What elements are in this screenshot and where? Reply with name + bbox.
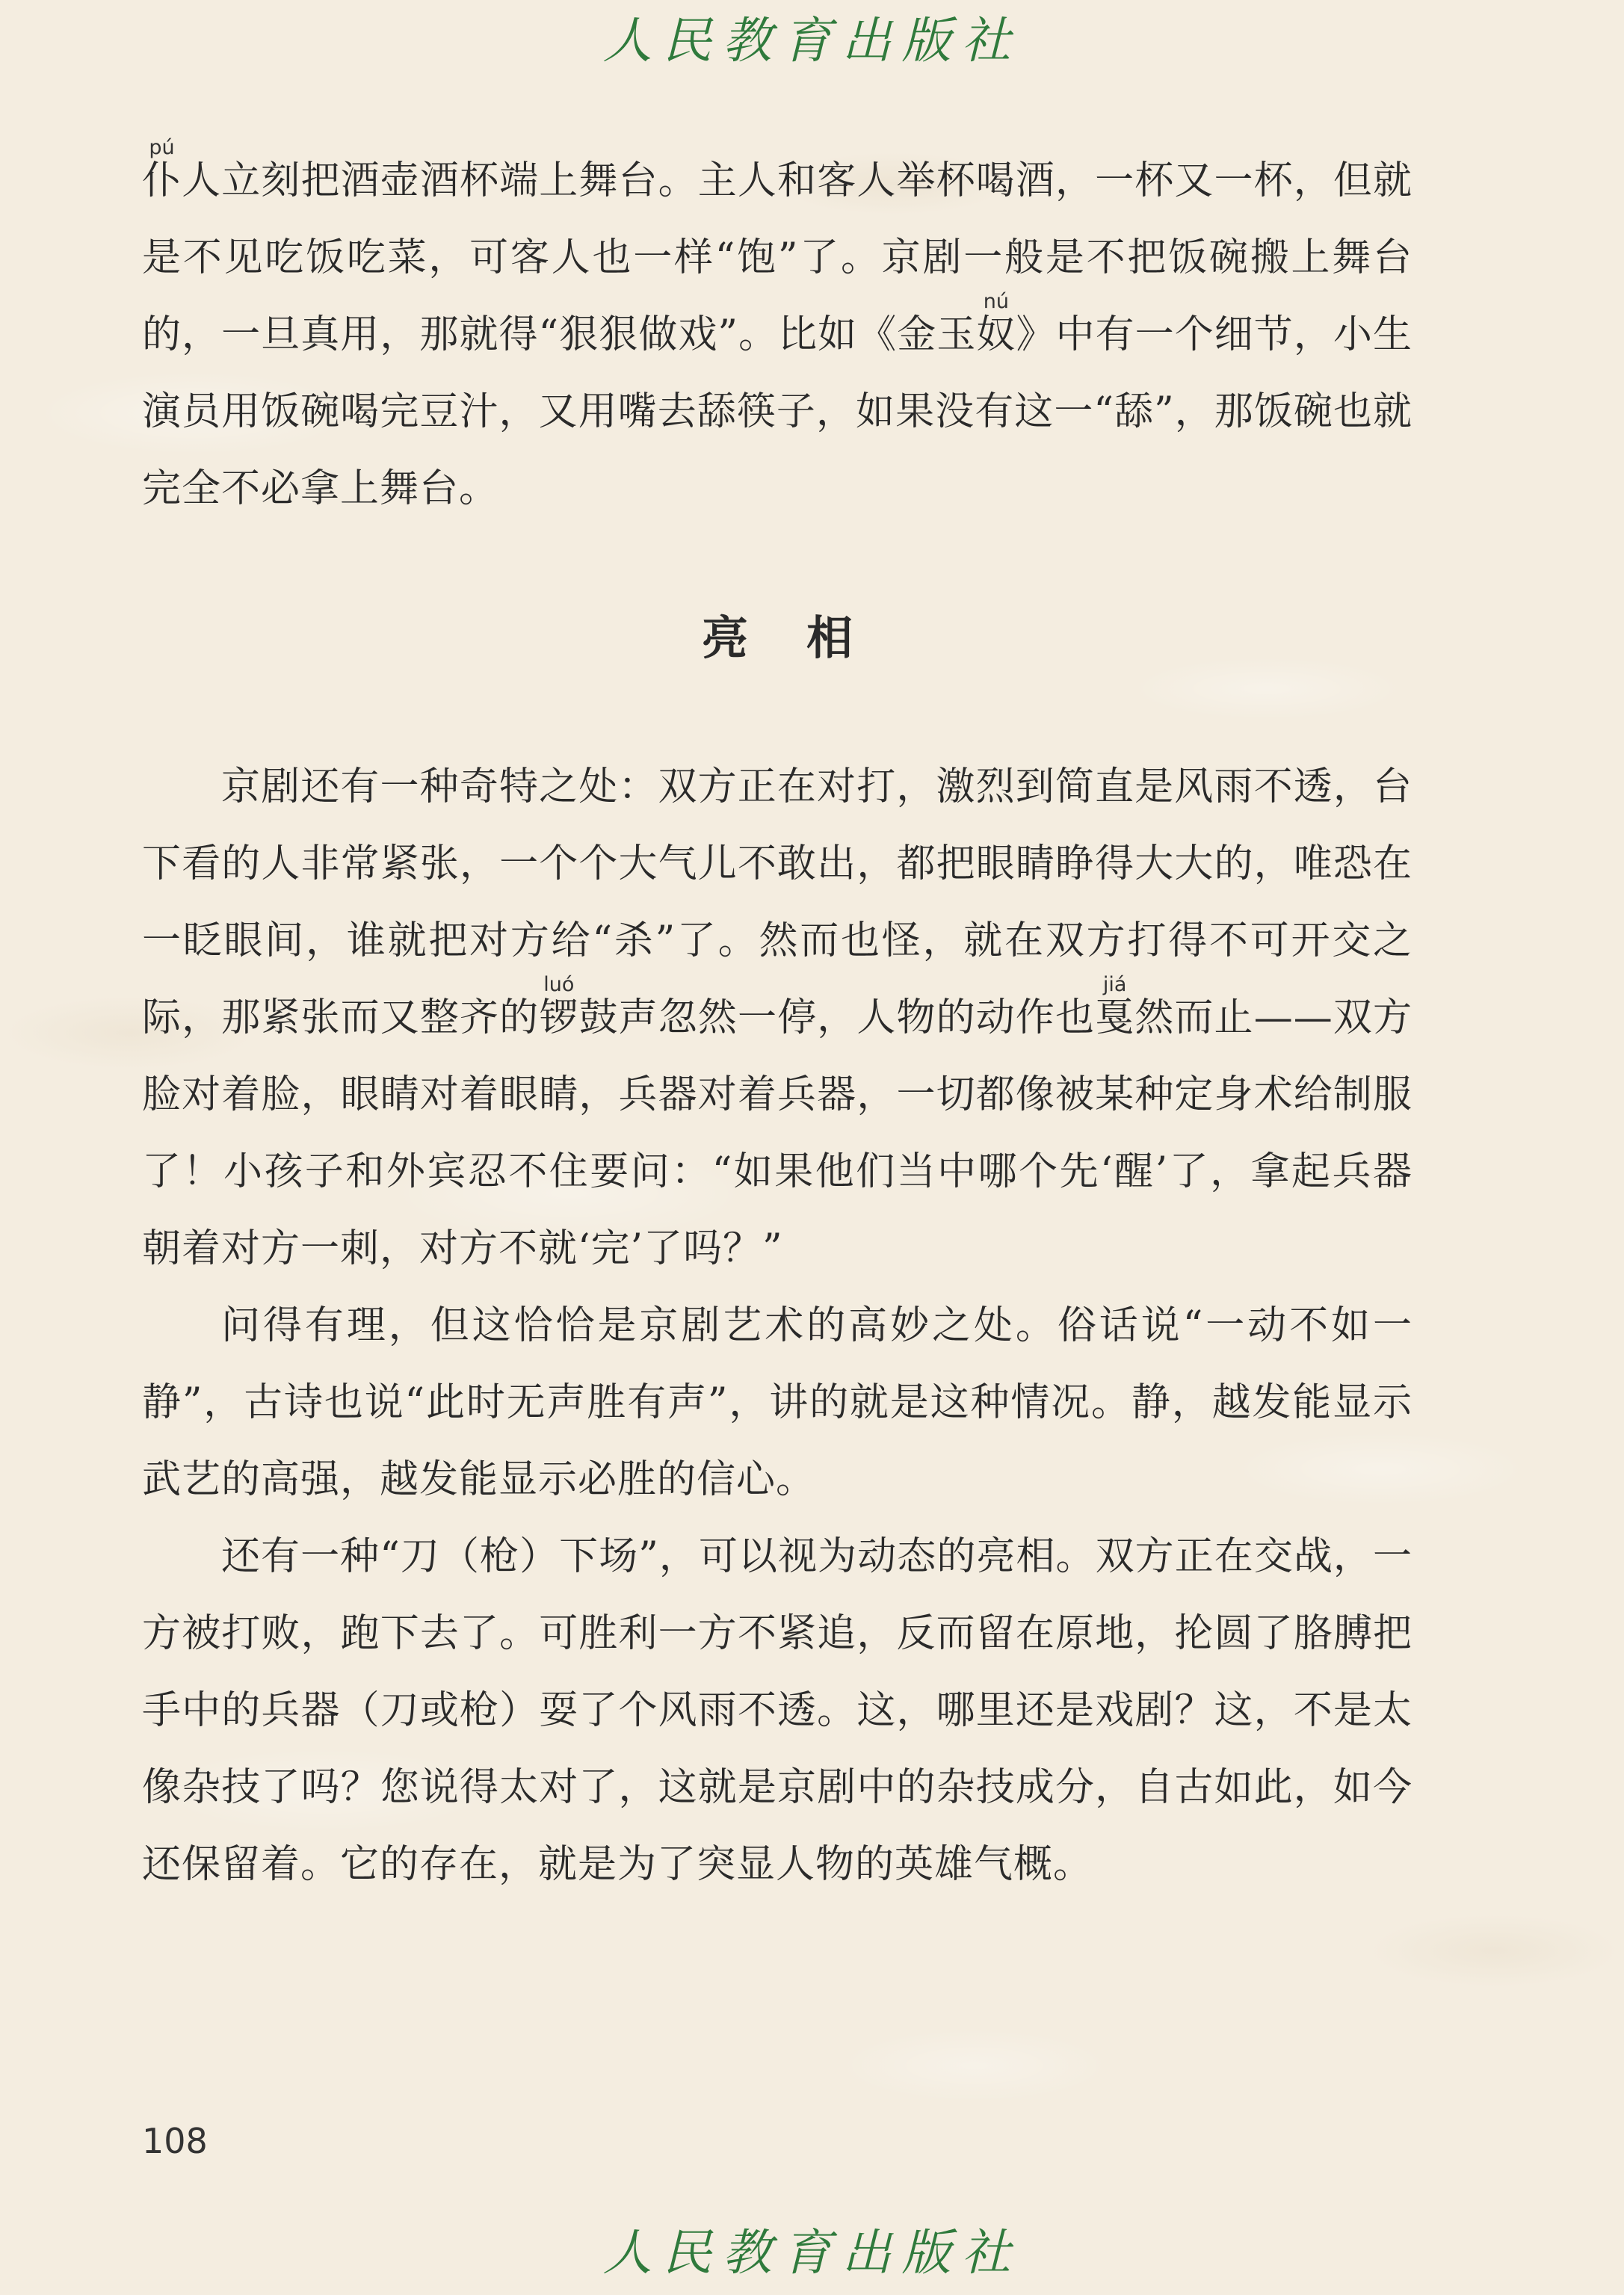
pinyin-pu: pú (142, 136, 182, 159)
pinyin-nu: nú (976, 290, 1016, 313)
publisher-header-logo: 人民教育出版社 (602, 12, 1022, 70)
publisher-footer-logo: 人民教育出版社 (602, 2224, 1022, 2282)
paragraph-2-text-b: 鼓声忽然一停，人物的动作也 (578, 995, 1096, 1040)
paragraph-1-text-b: 》中有一个细节，小生演员用饭碗喝完豆汁，又用嘴去舔筷子，如果没有这一“舔”，那饭碗也就完全不必拿上舞台。 (142, 312, 1412, 511)
ruby-pu: 仆pú (142, 136, 182, 203)
paragraph-3: 问得有理，但这恰恰是京剧艺术的高妙之处。俗话说“一动不如一静”，古诗也说“此时无声胜有声”，讲的就是这种情况。静，越发能显示武艺的高强，越发能显示必胜的信心。 (142, 1303, 1412, 1502)
paragraph-1 (142, 138, 1412, 528)
paragraph-1-text-a: 人立刻把酒壶酒杯端上舞台。主人和客人举杯喝酒，一杯又一杯，但就是不见吃饭吃菜，可客人也一样“饱”了。京剧一般是不把饭碗搬上舞台的，一旦真用，那就得“狠狠做戏”。比如《金玉 (142, 158, 1412, 357)
ruby-nu: 奴nú (976, 290, 1016, 357)
page-body (142, 138, 1412, 1903)
section-title-char-2: 相 (806, 611, 853, 665)
section-title (142, 608, 1412, 668)
section-title-char-1: 亮 (701, 611, 748, 665)
paragraph-4: 还有一种“刀（枪）下场”，可以视为动态的亮相。双方正在交战，一方被打败，跑下去了。可胜利一方不紧追，反而留在原地，抡圆了胳膊把手中的兵器（刀或枪）耍了个风雨不透。这，哪里还是戏剧？这，不是太像杂技了吗？您说得太对了，这就是京剧中的杂技成分，自古如此，如今还保留着。它的存在，就是为了突显人物的英雄气概。 (142, 1534, 1412, 1887)
paragraph-2-text-c: 然而止——双方脸对着脸，眼睛对着眼睛，兵器对着兵器，一切都像被某种定身术给制服了！小孩子和外宾忍不住要问：“如果他们当中哪个先‘醒’了，拿起兵器朝着对方一刺，对方不就‘完’了吗？” (142, 995, 1412, 1271)
ruby-jia: 戛jiá (1095, 973, 1135, 1040)
page-number: 108 (142, 2121, 208, 2161)
paragraph-2-text-a: 京剧还有一种奇特之处：双方正在对打，激烈到简直是风雨不透，台下看的人非常紧张，一个个大气儿不敢出，都把眼睛睁得大大的，唯恐在一眨眼间，谁就把对方给“杀”了。然而也怪，就在双方打得不可开交之际，那紧张而又整齐的 (142, 765, 1412, 1040)
paragraph-2 (142, 749, 1412, 1288)
pinyin-jia: jiá (1095, 973, 1135, 996)
pinyin-luo: luó (539, 973, 579, 996)
ruby-luo: 锣luó (539, 973, 579, 1040)
